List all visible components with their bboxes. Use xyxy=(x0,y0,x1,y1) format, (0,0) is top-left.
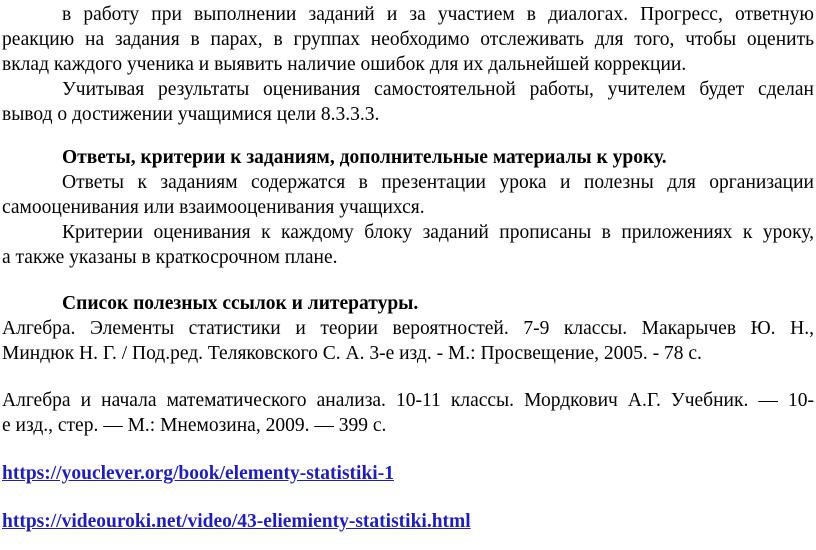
paragraph-line: вывод о достижении учащимися цели 8.3.3.3. xyxy=(2,104,380,125)
reference-line: Миндюк Н. Г. / Под.ред. Теляковского С. А. 3-е изд. - М.: Просвещение, 2005. - 78 с. xyxy=(2,343,702,364)
videouroki-link[interactable]: https://videouroki.net/video/43-eliemienty-statistiki.html xyxy=(2,511,471,532)
paragraph-criteria xyxy=(2,220,814,270)
link-line xyxy=(2,509,814,534)
heading-text: Ответы, критерии к заданиям, дополнительные материалы к уроку. xyxy=(62,147,667,168)
paragraph-line: вклад каждого ученика и выявить наличие ошибок для их дальнейшей коррекции. xyxy=(2,54,687,75)
paragraph-assessment-progress xyxy=(2,2,814,77)
section-heading-answers xyxy=(2,145,814,170)
section-heading-references xyxy=(2,291,814,316)
heading-text: Список полезных ссылок и литературы. xyxy=(62,293,419,314)
reference-link-videouroki xyxy=(2,509,814,534)
link-line xyxy=(2,461,814,486)
paragraph-teacher-conclusion xyxy=(2,77,814,127)
reference-item-algebra-7-9 xyxy=(2,316,814,366)
reference-item-algebra-10-11 xyxy=(2,388,814,438)
paragraph-line: в работу при выполнении заданий и за участием в диалогах. Прогресс, ответную xyxy=(62,4,814,25)
paragraph-answers-presentation xyxy=(2,170,814,220)
paragraph-line: самооценивания или взаимооценивания учащихся. xyxy=(2,197,425,218)
reference-link-youclever xyxy=(2,461,814,486)
paragraph-line: Ответы к заданиям содержатся в презентации урока и полезны для организации xyxy=(62,172,814,193)
reference-line: Алгебра и начала математического анализа. 10-11 классы. Мордкович А.Г. Учебник. — 10- xyxy=(2,390,814,411)
youclever-link[interactable]: https://youclever.org/book/elementy-statistiki-1 xyxy=(2,463,394,484)
reference-line: е изд., стер. — М.: Мнемозина, 2009. — 399 с. xyxy=(2,415,387,436)
reference-line: Алгебра. Элементы статистики и теории вероятностей. 7-9 классы. Макарычев Ю. Н., xyxy=(2,318,814,339)
paragraph-line: Критерии оценивания к каждому блоку заданий прописаны в приложениях к уроку, xyxy=(62,222,814,243)
paragraph-line: реакцию на задания в парах, в группах необходимо отслеживать для того, чтобы оценить xyxy=(2,29,814,50)
paragraph-line: Учитывая результаты оценивания самостоятельной работы, учителем будет сделан xyxy=(62,79,814,100)
paragraph-line: а также указаны в краткосрочном плане. xyxy=(2,247,338,268)
